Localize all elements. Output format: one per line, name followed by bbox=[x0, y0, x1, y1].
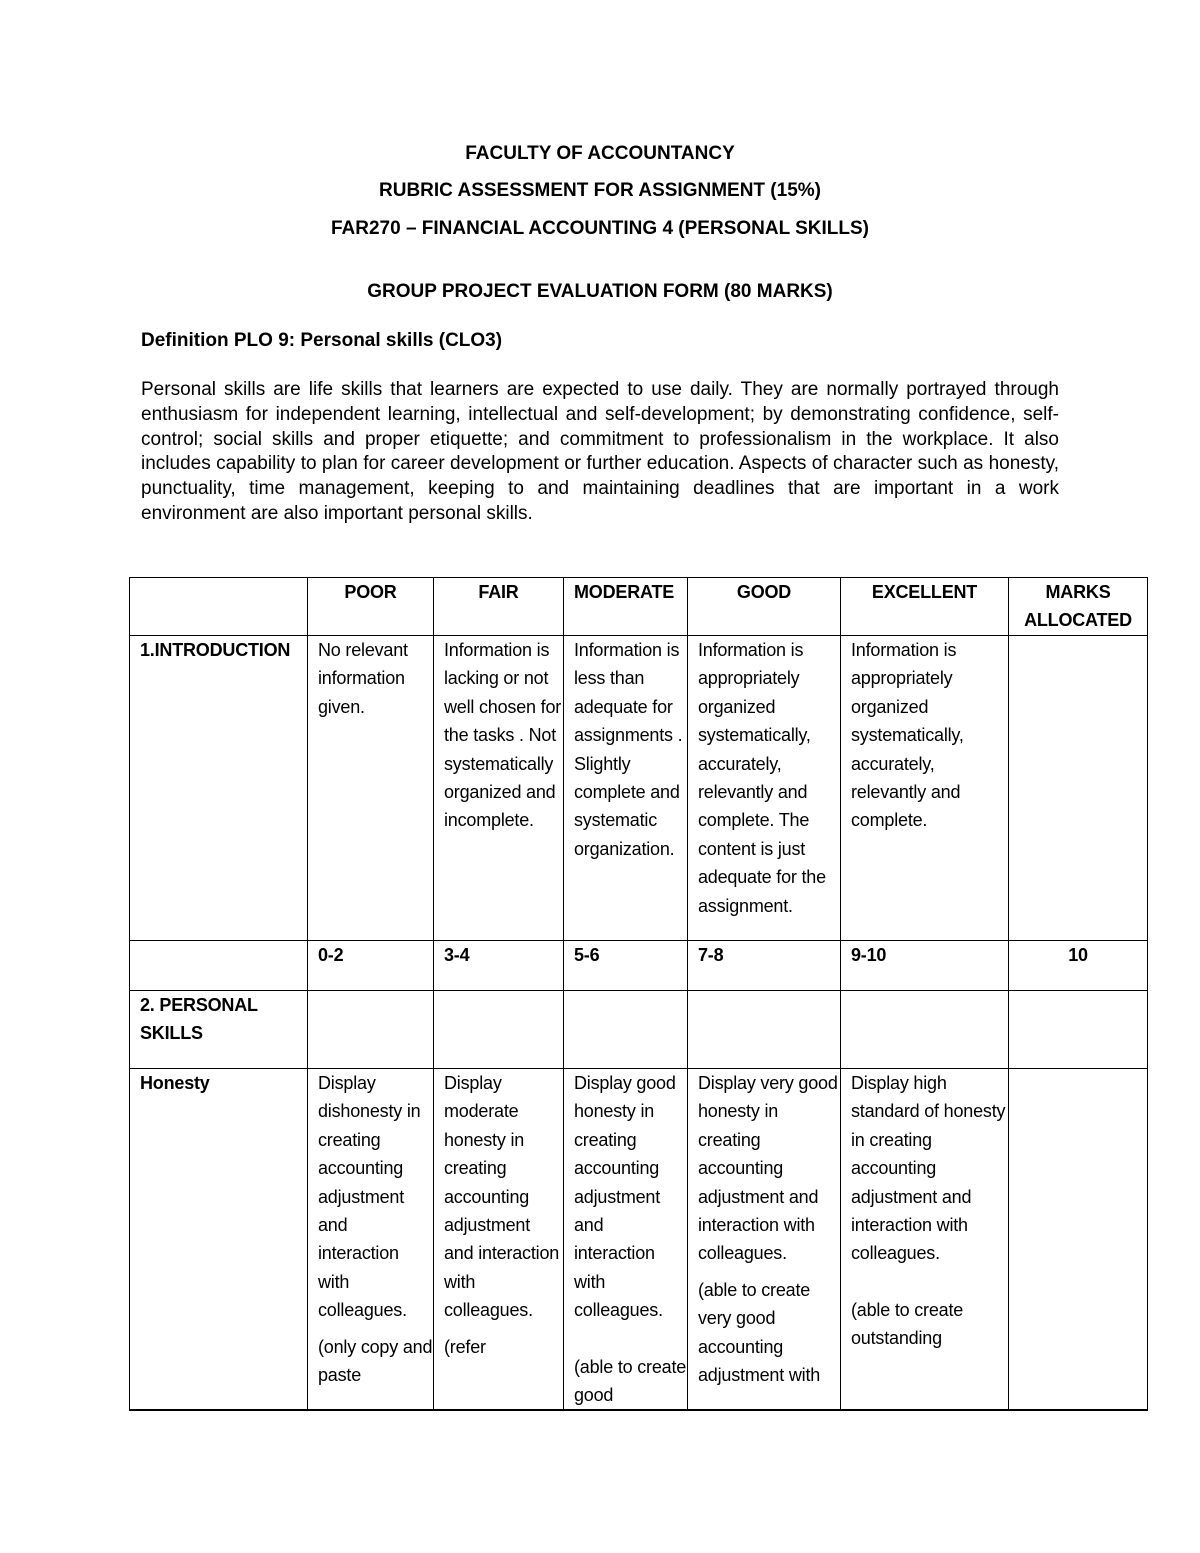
empty-cell bbox=[688, 991, 841, 1069]
intro-marks-cell bbox=[1009, 636, 1148, 941]
table-row bbox=[130, 991, 1148, 1069]
intro-range-poor: 0-2 bbox=[308, 941, 434, 991]
intro-range-fair: 3-4 bbox=[434, 941, 564, 991]
honesty-fair-cell bbox=[434, 1069, 564, 1411]
empty-cell bbox=[564, 991, 688, 1069]
empty-cell bbox=[841, 991, 1009, 1069]
honesty-moderate-note: (able to create good bbox=[574, 1356, 687, 1406]
column-header-poor: POOR bbox=[308, 578, 434, 636]
empty-cell bbox=[1009, 991, 1148, 1069]
intro-range-marks: 10 bbox=[1009, 941, 1148, 991]
honesty-good-cell bbox=[688, 1069, 841, 1411]
column-header-excellent: EXCELLENT bbox=[841, 578, 1009, 636]
intro-moderate-cell: Information is less than adequate for assignments . Slightly complete and systematic organization. bbox=[564, 636, 688, 941]
honesty-good-text: Display very good honesty in creating accounting adjustment and interaction with colleagues. bbox=[698, 1073, 838, 1264]
honesty-marks-cell bbox=[1009, 1069, 1148, 1411]
table-row bbox=[130, 941, 1148, 991]
range-empty-cell bbox=[130, 941, 308, 991]
course-title: FAR270 – FINANCIAL ACCOUNTING 4 (PERSONAL SKILLS) bbox=[330, 218, 870, 239]
row-label-honesty: Honesty bbox=[130, 1069, 308, 1411]
intro-good-cell: Information is appropriately organized systematically, accurately, relevantly and complete. The content is just adequate for the assignment. bbox=[688, 636, 841, 941]
honesty-excellent-note: (able to create outstanding bbox=[851, 1299, 964, 1349]
honesty-good-note: (able to create very good accounting adjustment with bbox=[698, 1279, 821, 1386]
faculty-title: FACULTY OF ACCOUNTANCY bbox=[465, 143, 735, 164]
column-header-fair: FAIR bbox=[434, 578, 564, 636]
column-header-moderate: MODERATE bbox=[564, 578, 688, 636]
rubric-table bbox=[129, 577, 1148, 1411]
row-label-personal-skills: 2. PERSONAL SKILLS bbox=[130, 991, 308, 1069]
column-header-good: GOOD bbox=[688, 578, 841, 636]
table-row bbox=[130, 636, 1148, 941]
definition-body: Personal skills are life skills that learners are expected to use daily. They are normally portrayed through enthusiasm for independent learning, intellectual and self-development; by demonstrating confidence, self-control; social skills and proper etiquette; and commitment to professionalism in the workplace. It also includes capability to plan for career development or further education. Aspects of character such as honesty, punctuality, time management, keeping to and maintaining deadlines that are important in a work environment are also important personal skills. bbox=[141, 379, 1059, 524]
rubric-title: RUBRIC ASSESSMENT FOR ASSIGNMENT (15%) bbox=[379, 180, 821, 201]
empty-cell bbox=[308, 991, 434, 1069]
table-header-row bbox=[130, 578, 1148, 636]
honesty-fair-note: (refer bbox=[444, 1336, 486, 1357]
intro-excellent-cell: Information is appropriately organized systematically, accurately, relevantly and complete. bbox=[841, 636, 1009, 941]
honesty-poor-cell bbox=[308, 1069, 434, 1411]
honesty-moderate-cell bbox=[564, 1069, 688, 1411]
intro-range-moderate: 5-6 bbox=[564, 941, 688, 991]
honesty-fair-text: Display moderate honesty in creating accounting adjustment and interaction with colleagues. bbox=[444, 1073, 560, 1321]
form-title: GROUP PROJECT EVALUATION FORM (80 MARKS) bbox=[367, 281, 833, 302]
column-header-marks: MARKS ALLOCATED bbox=[1009, 578, 1148, 636]
definition-title: Definition PLO 9: Personal skills (CLO3) bbox=[141, 330, 503, 351]
table-row bbox=[130, 1069, 1148, 1411]
empty-cell bbox=[434, 991, 564, 1069]
honesty-poor-note: (only copy and paste bbox=[318, 1336, 433, 1386]
intro-fair-cell: Information is lacking or not well chosen for the tasks . Not systematically organized and incomplete. bbox=[434, 636, 564, 941]
honesty-excellent-cell bbox=[841, 1069, 1009, 1411]
intro-range-good: 7-8 bbox=[688, 941, 841, 991]
header-empty-cell bbox=[130, 578, 308, 636]
honesty-moderate-text: Display good honesty in creating accounting adjustment and interaction with colleagues. bbox=[574, 1073, 676, 1321]
row-label-introduction: 1.INTRODUCTION bbox=[130, 636, 308, 941]
honesty-excellent-text: Display high standard of honesty in creating accounting adjustment and interaction with colleagues. bbox=[851, 1073, 1006, 1264]
honesty-poor-text: Display dishonesty in creating accounting adjustment and interaction with colleagues. bbox=[318, 1073, 421, 1321]
intro-range-excellent: 9-10 bbox=[841, 941, 1009, 991]
intro-poor-cell: No relevant information given. bbox=[308, 636, 434, 941]
